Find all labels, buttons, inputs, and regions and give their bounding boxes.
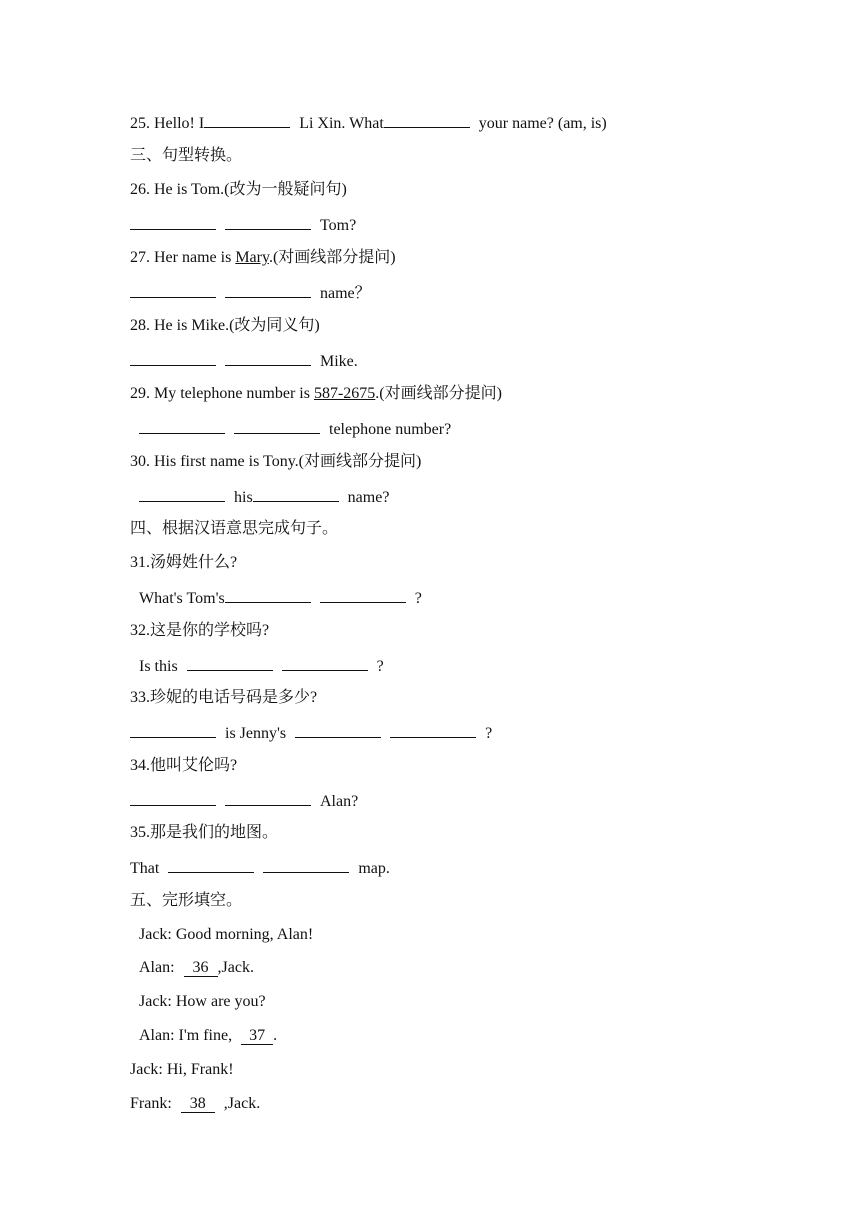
dialog-l6-post: ,Jack. — [223, 1095, 261, 1112]
question-32-answer — [139, 655, 384, 675]
q30-blank-1[interactable] — [139, 486, 225, 502]
q34-tail: Alan? — [320, 793, 359, 810]
section-4-heading: 四、根据汉语意思完成句子。 — [130, 520, 339, 537]
question-33-answer — [130, 722, 492, 742]
question-32-prompt: 32.这是你的学校吗? — [130, 622, 270, 639]
question-35-answer — [130, 857, 390, 877]
dialog-line-2 — [139, 958, 254, 978]
q26-blank-2[interactable] — [225, 214, 311, 230]
question-33-prompt: 33.珍妮的电话号码是多少? — [130, 689, 318, 706]
q27-pre: 27. Her name is — [130, 249, 236, 266]
q29-pre: 29. My telephone number is — [130, 385, 314, 402]
question-29-prompt — [130, 384, 502, 404]
dialog-line-5: Jack: Hi, Frank! — [130, 1061, 234, 1078]
q32-blank-1[interactable] — [187, 655, 273, 671]
question-31-answer — [139, 587, 422, 607]
question-25 — [130, 112, 607, 132]
q33-blank-1[interactable] — [130, 722, 216, 738]
question-30-prompt: 30. His first name is Tony.(对画线部分提问) — [130, 453, 422, 470]
q34-blank-1[interactable] — [130, 790, 216, 806]
q28-blank-1[interactable] — [130, 350, 216, 366]
q34-blank-2[interactable] — [225, 790, 311, 806]
section-5-heading: 五、完形填空。 — [130, 892, 243, 909]
q28-blank-2[interactable] — [225, 350, 311, 366]
q31-pre: What's Tom's — [139, 590, 225, 607]
q31-blank-1[interactable] — [225, 587, 311, 603]
q35-pre: That — [130, 860, 160, 877]
q31-blank-2[interactable] — [320, 587, 406, 603]
question-34-answer — [130, 790, 358, 810]
dialog-line-6 — [130, 1094, 260, 1114]
dialog-line-3: Jack: How are you? — [139, 993, 266, 1010]
q29-underlined: 587-2675 — [313, 385, 376, 402]
q31-tail: ? — [414, 590, 422, 607]
question-35-prompt: 35.那是我们的地图。 — [130, 824, 279, 841]
q32-tail: ? — [376, 658, 384, 675]
question-28-answer — [130, 350, 358, 370]
q33-blank-2[interactable] — [295, 722, 381, 738]
question-29-answer — [139, 418, 451, 438]
question-34-prompt: 34.他叫艾伦吗? — [130, 757, 238, 774]
q33-tail: ? — [485, 725, 493, 742]
q32-blank-2[interactable] — [282, 655, 368, 671]
question-31-prompt: 31.汤姆姓什么? — [130, 554, 238, 571]
q27-blank-1[interactable] — [130, 282, 216, 298]
dialog-l2-pre: Alan: — [139, 959, 175, 976]
q35-blank-2[interactable] — [263, 857, 349, 873]
blank-38[interactable]: 38 — [181, 1096, 215, 1113]
q27-tail: name？ — [320, 285, 371, 302]
question-30-answer — [139, 486, 389, 506]
q33-blank-3[interactable] — [390, 722, 476, 738]
question-27-prompt — [130, 248, 396, 268]
question-26-prompt: 26. He is Tom.(改为一般疑问句) — [130, 181, 347, 198]
dialog-l4-post: . — [273, 1027, 278, 1044]
dialog-line-1: Jack: Good morning, Alan! — [139, 926, 314, 943]
dialog-l4-pre: Alan: I'm fine, — [139, 1027, 233, 1044]
dialog-l2-post: ,Jack. — [217, 959, 254, 976]
q30-blank-2[interactable] — [253, 486, 339, 502]
q33-mid: is Jenny's — [225, 725, 287, 742]
q35-tail: map. — [358, 860, 390, 877]
q30-tail: name? — [347, 489, 390, 506]
q25-blank-1[interactable] — [204, 112, 290, 128]
blank-36[interactable]: 36 — [184, 960, 218, 977]
q30-mid: his — [234, 489, 253, 506]
dialog-l6-pre: Frank: — [130, 1095, 172, 1112]
q27-blank-2[interactable] — [225, 282, 311, 298]
q28-tail: Mike. — [320, 353, 358, 370]
q25-text-b: Li Xin. What — [299, 115, 384, 132]
q29-tail: telephone number? — [329, 421, 452, 438]
blank-37[interactable]: 37 — [241, 1028, 273, 1045]
q32-pre: Is this — [139, 658, 178, 675]
question-26-answer — [130, 214, 356, 234]
q25-text-c: your name? (am, is) — [478, 115, 607, 132]
q27-underlined: Mary — [235, 249, 269, 266]
section-3-heading: 三、句型转换。 — [130, 147, 243, 164]
q27-post: .(对画线部分提问) — [268, 249, 396, 266]
question-27-answer — [130, 282, 371, 302]
q29-post: .(对画线部分提问) — [375, 385, 502, 402]
dialog-line-4 — [139, 1026, 277, 1046]
q29-blank-1[interactable] — [139, 418, 225, 434]
q26-blank-1[interactable] — [130, 214, 216, 230]
q26-tail: Tom? — [320, 217, 357, 234]
question-28-prompt: 28. He is Mike.(改为同义句) — [130, 317, 320, 334]
q25-blank-2[interactable] — [384, 112, 470, 128]
q29-blank-2[interactable] — [234, 418, 320, 434]
q35-blank-1[interactable] — [168, 857, 254, 873]
q25-text-a: 25. Hello! I — [130, 115, 205, 132]
